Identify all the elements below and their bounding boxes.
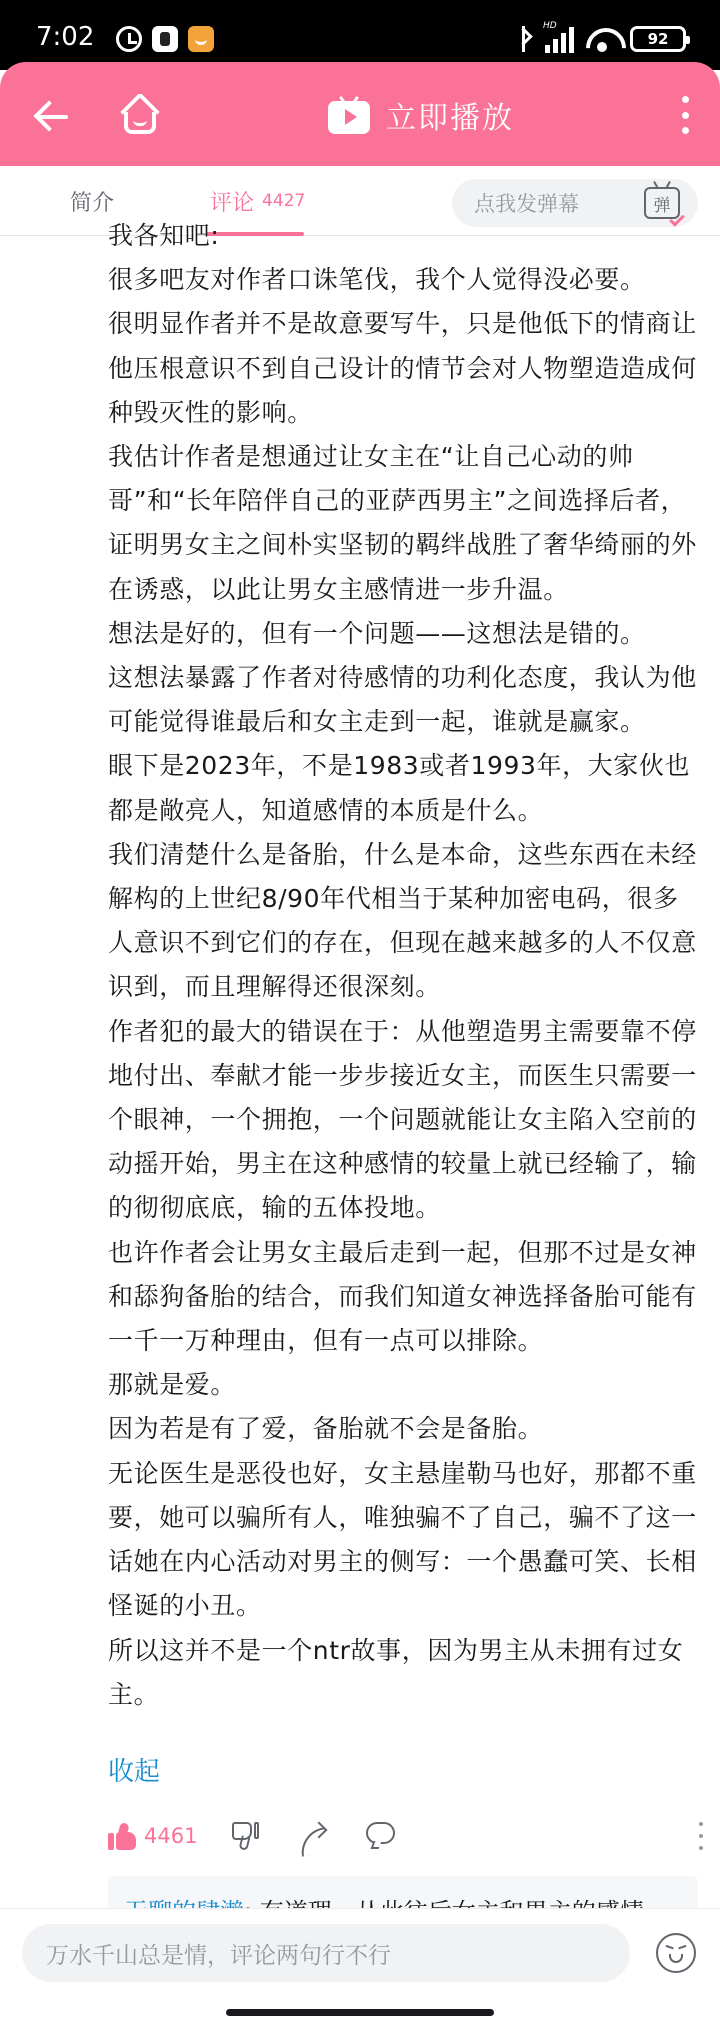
- comment-paragraph: 想法是好的，但有一个问题——这想法是错的。: [108, 618, 646, 648]
- danmaku-placeholder: 点我发弹幕: [474, 192, 579, 216]
- status-notification-icons: [116, 26, 214, 52]
- app-notification-icon: [188, 26, 214, 52]
- comment-paragraph: 所以这并不是一个ntr故事，因为男主从未拥有过女主。: [108, 1635, 684, 1709]
- status-system-icons: [515, 21, 686, 54]
- hd-label: HD: [543, 21, 557, 31]
- thumb-up-icon: [108, 1822, 136, 1850]
- home-indicator[interactable]: [226, 2009, 494, 2016]
- play-now-button[interactable]: [328, 90, 514, 140]
- tab-comments-count: 4427: [262, 191, 306, 211]
- comment-paragraph: 我各知吧:: [108, 221, 220, 250]
- like-count: 4461: [144, 1824, 198, 1848]
- battery-level: 92: [647, 30, 669, 48]
- collapse-link[interactable]: 收起: [108, 1757, 161, 1787]
- status-bar: [0, 0, 720, 70]
- app-header: [0, 62, 720, 166]
- tab-intro-label: 简介: [70, 190, 115, 216]
- comment-input[interactable]: [22, 1924, 630, 1982]
- play-now-label: 立即播放: [386, 101, 514, 136]
- bottom-comment-bar: [0, 1908, 720, 2031]
- emoji-icon[interactable]: [656, 1933, 696, 1973]
- wifi-icon: [586, 26, 618, 52]
- signal-icon: [543, 21, 574, 53]
- tv-play-icon: [328, 96, 370, 134]
- reply-icon[interactable]: [366, 1822, 396, 1850]
- app-notification-icon: [152, 26, 178, 52]
- tab-comments-label: 评论: [210, 190, 255, 216]
- comment-paragraph: 很多吧友对作者口诛笔伐，我个人觉得没必要。: [108, 265, 646, 295]
- comment-paragraph: 我估计作者是想通过让女主在“让自己心动的帅哥”和“长年陪伴自己的亚萨西男主”之间选择后者，证明男女主之间朴实坚韧的羁绊战胜了奢华绮丽的外在诱惑，以此让男女主感情进一步升温。: [108, 442, 697, 604]
- comment-paragraph: 眼下是2023年，不是1983或者1993年，大家伙也都是敞亮人，知道感情的本质是什么。: [108, 751, 691, 825]
- comment-paragraph: 无论医生是恶役也好，女主悬崖勒马也好，那都不重要，她可以骗所有人，唯独骗不了自己，骗不了这一话她在内心活动对男主的侧写：一个愚蠢可笑、长相怪诞的小丑。: [108, 1458, 697, 1621]
- like-button[interactable]: [108, 1812, 197, 1860]
- status-time: 7:02: [36, 22, 95, 52]
- more-icon[interactable]: [682, 96, 690, 134]
- share-icon[interactable]: [298, 1821, 330, 1851]
- bluetooth-icon: [515, 24, 533, 54]
- comment-more-icon[interactable]: [698, 1822, 704, 1850]
- comment-paragraph: 我们清楚什么是备胎，什么是本命，这些东西在未经解构的上世纪8/90年代相当于某种加密电码，很多人意识不到它们的存在，但现在越来越多的人不仅意识到，而且理解得还很深刻。: [108, 839, 697, 1002]
- comment-paragraph: 这想法暴露了作者对待感情的功利化态度，我认为他可能觉得谁最后和女主走到一起，谁就是赢家。: [108, 663, 697, 737]
- danmaku-icon-label: 弹: [653, 195, 671, 216]
- battery-icon: [630, 26, 686, 52]
- comment-thread[interactable]: [0, 221, 720, 1908]
- comment-paragraph: 那就是爱。: [108, 1370, 237, 1400]
- comment-paragraph: 因为若是有了爱，备胎就不会是备胎。: [108, 1414, 544, 1444]
- home-icon[interactable]: [118, 94, 162, 136]
- comment-text: [108, 214, 704, 1717]
- comment-paragraph: 很明显作者并不是故意要写牛，只是他低下的情商让他压根意识不到自己设计的情节会对人物塑造造成何种毁灭性的影响。: [108, 309, 697, 427]
- thumb-down-icon[interactable]: [232, 1822, 260, 1850]
- comment-paragraph: 也许作者会让男女主最后走到一起，但那不过是女神和舔狗备胎的结合，而我们知道女神选择备胎可能有一千一万种理由，但有一点可以排除。: [108, 1237, 697, 1356]
- alarm-icon: [116, 26, 142, 52]
- comment-paragraph: 作者犯的最大的错误在于：从他塑造男主需要靠不停地付出、奉献才能一步步接近女主，而医生只需要一个眼神，一个拥抱，一个问题就能让女主陷入空前的动摇开始，男主在这种感情的较量上就已经输了，输的彻彻底底，输的五体投地。: [108, 1016, 697, 1223]
- comment-input-placeholder: 万水千山总是情，评论两句行不行: [46, 1942, 391, 1969]
- back-icon[interactable]: [32, 98, 72, 134]
- comment-action-row: [108, 1812, 704, 1860]
